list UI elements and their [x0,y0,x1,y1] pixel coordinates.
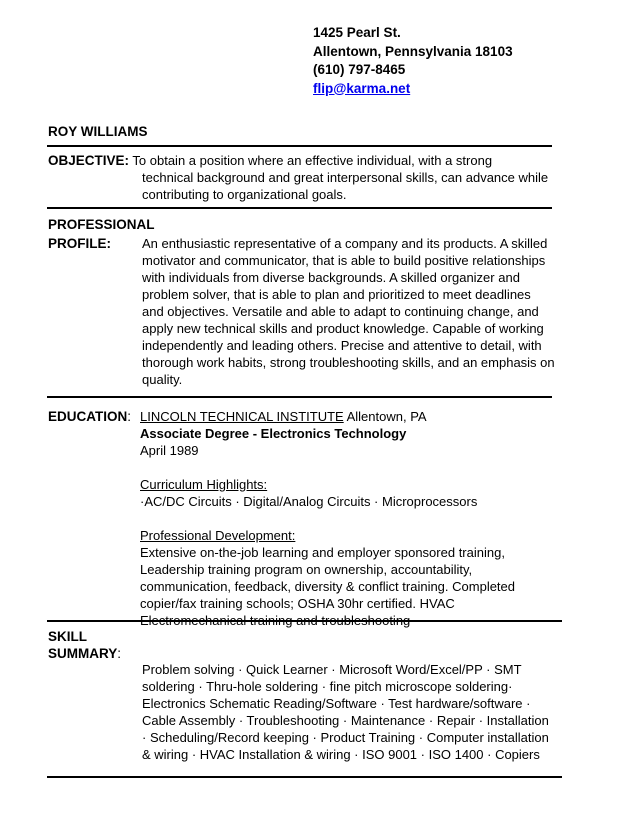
objective-line: contributing to organizational goals. [142,187,347,202]
skills-line: · Scheduling/Record keeping · Product Training · Computer installation [142,730,549,745]
development-line: communication, feedback, diversity & conflict training. Completed [140,579,516,594]
divider-profile [47,396,552,398]
objective-line: To obtain a position where an effective individual, with a strong [132,153,493,168]
skills-label-1: SKILL [48,629,87,644]
skills-text [142,661,549,763]
objective-text [142,169,548,203]
contact-block [313,24,513,98]
contact-city: Allentown, Pennsylvania 18103 [313,43,513,59]
profile-line: problem solver, that is able to plan and prioritized to meet deadlines [142,287,531,302]
contact-email-link[interactable]: flip@karma.net [313,80,411,96]
skills-line: Cable Assembly · Troubleshooting · Maintenance · Repair · Installation [142,713,549,728]
profile-line: independently and leading others. Precise and attentive to detail, with [142,338,542,353]
profile-line: An enthusiastic representative of a company and its products. A skilled [142,236,548,251]
contact-street: 1425 Pearl St. [313,25,401,40]
skills-line: Electronics Schematic Reading/Software · Test hardware/software · [142,696,531,711]
divider-name [47,145,552,147]
education-text [140,408,515,629]
curriculum-heading: Curriculum Highlights: [140,477,268,492]
profile-line: apply new technical skills and product knowledge. Capable of working [142,321,544,336]
resume-name: ROY WILLIAMS [48,124,148,139]
objective-label: OBJECTIVE: [48,153,130,168]
contact-phone: (610) 797-8465 [313,62,406,77]
degree: Associate Degree - Electronics Technology [140,426,407,441]
education-label [48,408,131,425]
education-colon: : [127,409,132,424]
profile-line: quality. [142,372,183,387]
objective-section [48,152,492,169]
curriculum-list: ·AC/DC Circuits · Digital/Analog Circuits · Microprocessors [140,494,478,509]
development-heading: Professional Development: [140,528,296,543]
school-name: LINCOLN TECHNICAL INSTITUTE [140,409,344,424]
skills-colon: : [117,646,122,661]
development-line: copier/fax training schools; OSHA 30hr certified. HVAC [140,596,455,611]
objective-line: technical background and great interpersonal skills, can advance while [142,170,549,185]
profile-line: and objectives. Versatile and able to adapt to continuing change, and [142,304,539,319]
profile-text [142,235,555,388]
skills-label-text: SUMMARY [48,646,118,661]
school-location: Allentown, PA [343,409,427,424]
degree-date: April 1989 [140,443,199,458]
development-line: Extensive on-the-job learning and employer sponsored training, [140,545,505,560]
skills-label-2 [48,645,121,662]
development-line: Electromechanical training and troubleshooting [140,613,411,628]
profile-line: with individuals from diverse backgrounds. A skilled organizer and [142,270,520,285]
profile-line: motivator and communicator, that is able to build positive relationships [142,253,546,268]
divider-objective [47,207,552,209]
profile-label-2: PROFILE: [48,236,111,251]
development-line: Leadership training program on ownership, accountability, [140,562,473,577]
skills-line: soldering · Thru-hole soldering · fine pitch microscope soldering· [142,679,513,694]
skills-line: & wiring · HVAC Installation & wiring · ISO 9001 · ISO 1400 · Copiers [142,747,540,762]
education-label-text: EDUCATION [48,409,128,424]
divider-education [47,620,562,622]
skills-line: Problem solving · Quick Learner · Microsoft Word/Excel/PP · SMT [142,662,522,677]
profile-line: thorough work habits, strong troubleshooting skills, and an emphasis on [142,355,555,370]
profile-label-1: PROFESSIONAL [48,217,155,232]
divider-skills [47,776,562,778]
